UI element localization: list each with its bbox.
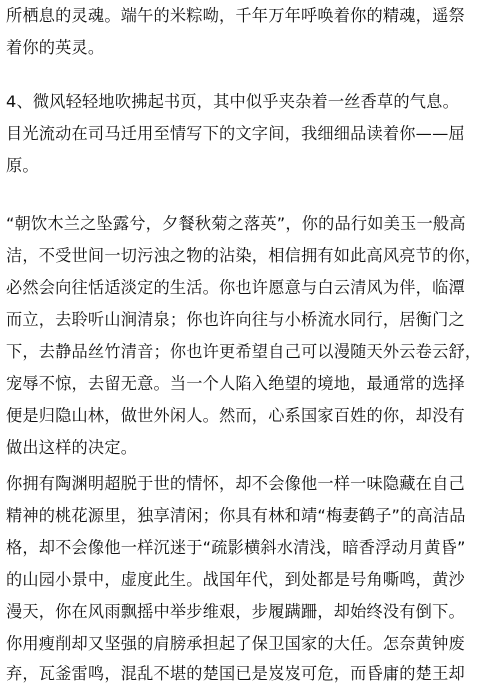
text-line: 原。 xyxy=(6,156,39,175)
text-line: 必然会向往恬适淡定的生活。你也许愿意与白云清风为伴，临潭 xyxy=(6,278,465,297)
text-line: 你拥有陶渊明超脱于世的情怀，却不会像他一样一味隐藏在自己 xyxy=(6,474,465,493)
text-line: 而立，去聆听山涧清泉；你也许向往与小桥流水同行，居衡门之 xyxy=(6,310,465,329)
text-line: 所栖息的灵魂。端午的米粽呦，千年万年呼唤着你的精魂，遥祭 xyxy=(6,6,465,25)
text-line: 格，却不会像他一样沉迷于“疏影横斜水清浅，暗香浮动月黄昏” xyxy=(6,538,466,557)
text-line: 洁，不受世间一切污浊之物的沾染，相信拥有如此高风亮节的你， xyxy=(6,246,482,265)
text-line: 着你的英灵。 xyxy=(6,38,105,57)
text-line: 便是归隐山林，做世外闲人。然而，心系国家百姓的你，却没有 xyxy=(6,406,465,425)
text-line: 漫天，你在风雨飘摇中举步维艰，步履蹒跚，却始终没有倒下。 xyxy=(6,602,465,621)
text-line: 你用瘦削却又坚强的肩膀承担起了保卫国家的大任。怎奈黄钟废 xyxy=(6,634,465,653)
text-line: 弃，瓦釜雷鸣，混乱不堪的楚国已是岌岌可危，而昏庸的楚王却 xyxy=(6,664,465,683)
text-line: 宠辱不惊，去留无意。当一个人陷入绝望的境地，最通常的选择 xyxy=(6,374,465,393)
text-line: 目光流动在司马迁用至情写下的文字间，我细细品读着你——屈 xyxy=(6,124,465,143)
text-line: 下，去静品丝竹清音；你也许更希望自己可以漫随天外云卷云舒， xyxy=(6,342,482,361)
text-line: 做出这样的决定。 xyxy=(6,438,138,457)
text-line: 的山园小景中，虚度此生。战国年代，到处都是号角嘶鸣，黄沙 xyxy=(6,570,465,589)
text-line: 4、微风轻轻地吹拂起书页，其中似乎夹杂着一丝香草的气息。 xyxy=(6,92,459,111)
text-line: 精神的桃花源里，独享清闲；你具有林和靖“梅妻鹤子”的高洁品 xyxy=(6,506,466,525)
text-line: “朝饮木兰之坠露兮，夕餐秋菊之落英”，你的品行如美玉一般高 xyxy=(6,214,466,233)
